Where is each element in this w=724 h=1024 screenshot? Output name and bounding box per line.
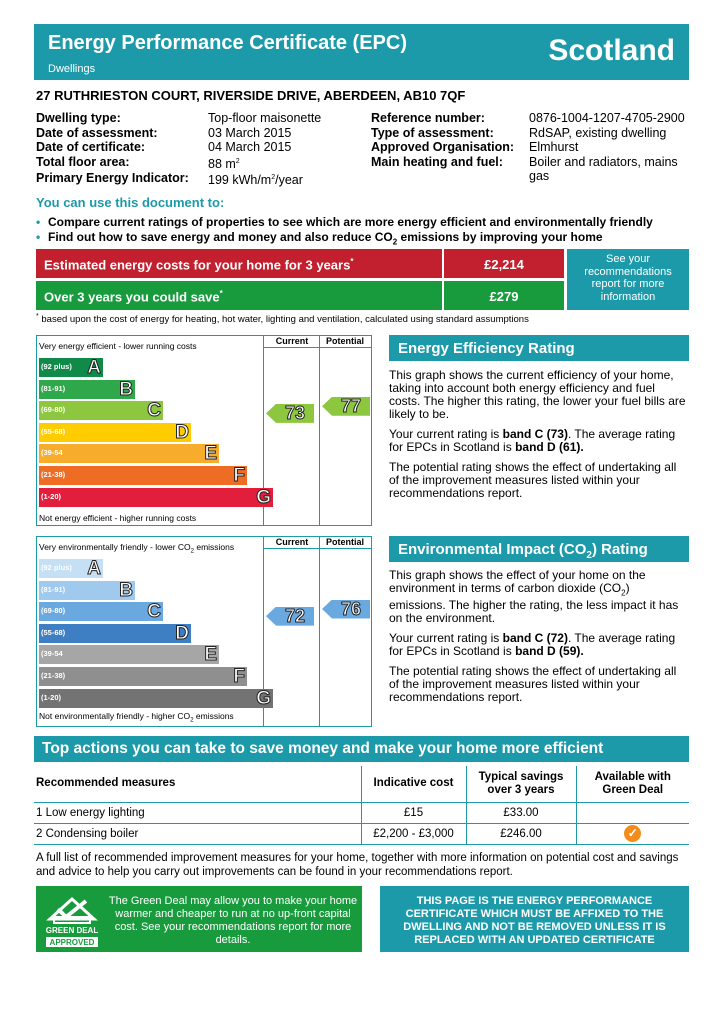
top-actions-heading: Top actions you can take to save money and make your home more efficient: [34, 736, 689, 762]
band-letter: B: [119, 579, 133, 601]
band-letter: G: [256, 687, 271, 709]
rating-band-c: [39, 602, 163, 621]
green-deal-approved-logo: [42, 891, 102, 949]
band-letter: F: [233, 465, 245, 486]
measure-cell: 2 Condensing boiler: [34, 823, 361, 844]
band-letter: B: [119, 378, 133, 400]
estimated-cost-label: [36, 249, 442, 278]
text-part: . The average rating for EPCs in Scotland is: [389, 631, 676, 659]
details-left: [36, 111, 321, 188]
logo-line-1: GREEN DEAL: [45, 926, 99, 935]
rating-band-g: [39, 689, 273, 708]
detail-label: Total floor area:: [36, 154, 130, 169]
detail-label: Approved Organisation:: [371, 140, 515, 154]
rating-band-a: [39, 358, 103, 377]
country-label: Scotland: [548, 34, 675, 67]
graph-divider: [319, 336, 320, 525]
band-range: (55-68): [41, 627, 66, 637]
potential-rating-value: 76: [340, 598, 362, 619]
text-part: Environmental Impact (CO: [398, 541, 587, 558]
rating-band-c: [39, 401, 163, 420]
property-address: 27 RUTHRIESTON COURT, RIVERSIDE DRIVE, ABERDEEN, AB10 7QF: [36, 88, 466, 103]
detail-label: Date of assessment:: [36, 125, 158, 140]
band-letter: E: [204, 644, 217, 666]
band-range: (21-38): [41, 470, 66, 479]
footnote-star: *: [36, 313, 39, 320]
rating-band-d: [39, 423, 191, 442]
detail-row: [371, 111, 694, 126]
graph-bottom-label: [39, 711, 234, 724]
info-paragraph: The potential rating shows the effect of undertaking all of the improvement measures listed within your recommendations report.: [389, 460, 677, 500]
column-header: Indicative cost: [361, 766, 466, 802]
rating-band-g: [39, 488, 273, 507]
current-band-text: band C (73): [502, 427, 568, 441]
band-letter: D: [175, 421, 189, 443]
savings-value: £279: [444, 281, 564, 310]
use-document-heading: You can use this document to:: [36, 195, 225, 210]
use-bullets: [36, 215, 653, 249]
detail-value: 0876-1004-1207-4705-2900: [529, 111, 685, 125]
band-letter: A: [87, 558, 101, 579]
environmental-impact-text: [389, 569, 689, 711]
average-band-text: band D (59).: [515, 644, 584, 659]
bullet-dot: •: [36, 230, 41, 244]
current-rating-value: 73: [284, 402, 306, 423]
bullet-item: [36, 230, 653, 249]
detail-row: [371, 126, 694, 141]
text-part: emissions: [193, 711, 234, 722]
current-rating-arrow: [266, 404, 314, 423]
green-deal-cell: [576, 802, 689, 823]
info-paragraph: [389, 632, 689, 658]
co2-subscript: 2: [586, 550, 592, 561]
detail-value: [208, 171, 303, 188]
detail-value: 03 March 2015: [208, 125, 292, 140]
current-band-text: band C (72): [502, 631, 568, 646]
band-range: (55-68): [41, 426, 66, 436]
rating-band-e: [39, 444, 219, 463]
potential-column-header: Potential: [325, 336, 364, 346]
band-range: (39-54: [41, 448, 63, 458]
cost-cell: £15: [361, 802, 466, 823]
affix-notice: THIS PAGE IS THE ENERGY PERFORMANCE CERTIFICATE WHICH MUST BE AFFIXED TO THE DWELLING AND NOT BE REMOVED UNLESS IT IS REPLACED WITH AN UPDATED CERTIFICATE: [380, 886, 689, 952]
current-column-header: Current: [275, 537, 309, 547]
average-band-text: band D (61).: [515, 440, 584, 454]
bullet-item: [36, 215, 653, 230]
bullet-dot: •: [36, 215, 41, 229]
band-letter: C: [147, 400, 161, 422]
asterisk: *: [219, 289, 223, 298]
current-column-header: Current: [275, 336, 309, 346]
detail-value: RdSAP, existing dwelling: [529, 125, 667, 140]
band-range: (69-80): [41, 606, 66, 616]
see-recommendations-box: See your recommendations report for more information: [567, 249, 689, 310]
band-range: (69-80): [41, 405, 66, 415]
epc-header: [34, 24, 689, 80]
detail-label: Main heating and fuel:: [371, 154, 503, 169]
band-letter: D: [175, 622, 189, 644]
band-range: (21-38): [41, 671, 66, 680]
band-letter: F: [233, 666, 245, 687]
graph-divider: [319, 537, 320, 726]
detail-row: [36, 171, 321, 188]
info-paragraph: [389, 569, 689, 625]
detail-value: Boiler and radiators, mains gas: [529, 154, 678, 183]
text-part: Your current rating is: [389, 427, 503, 441]
detail-value: 04 March 2015: [208, 140, 292, 154]
environmental-impact-heading: [389, 536, 689, 562]
green-deal-text: The Green Deal may allow you to make your home warmer and cheaper to run at no up-front capital cost. See your recommendations report for more details.: [108, 895, 358, 946]
cost-cell: £2,200 - £3,000: [361, 823, 466, 844]
measure-cell: 1 Low energy lighting: [34, 802, 361, 823]
info-paragraph: [389, 428, 689, 454]
green-deal-cell: [576, 823, 689, 844]
certificate-subtitle: Dwellings: [48, 63, 96, 75]
detail-value: Elmhurst: [529, 140, 579, 154]
potential-rating-value: 77: [340, 395, 362, 416]
band-range: (39-54: [41, 649, 63, 659]
current-rating-value: 72: [284, 605, 306, 626]
energy-efficiency-text: [389, 369, 689, 507]
column-header: Typical savings over 3 years: [466, 766, 576, 802]
pei-unit-sup: 2: [271, 174, 276, 182]
detail-label: Primary Energy Indicator:: [36, 171, 189, 186]
detail-row: [371, 155, 694, 184]
full-list-note: A full list of recommended improvement measures for your home, together with more information on potential cost and savings and advice to help you carry out improvements can be found in your recommendations report.: [36, 852, 679, 878]
rating-band-b: [39, 581, 135, 600]
bullet-text: [48, 230, 603, 249]
info-paragraph: This graph shows the current efficiency of your home, taking into account both energy efficiency and fuel costs. The higher this rating, the lower your fuel bills are likely to be.: [389, 368, 686, 421]
graph-header-line: [263, 347, 371, 348]
graph-top-label: [39, 542, 234, 555]
energy-efficiency-heading: Energy Efficiency Rating: [389, 335, 689, 361]
co2-subscript: 2: [392, 237, 398, 247]
band-range: (92 plus): [41, 563, 72, 572]
graph-bottom-label: Not energy efficient - higher running costs: [39, 513, 197, 523]
environmental-impact-graph: [36, 536, 372, 727]
detail-value: [208, 155, 240, 172]
certificate-title: Energy Performance Certificate (EPC): [48, 32, 408, 54]
co2-subscript: 2: [621, 588, 626, 598]
detail-label: Type of assessment:: [371, 125, 494, 140]
detail-row: [36, 140, 321, 155]
table-row: [34, 823, 689, 844]
rating-band-f: [39, 466, 247, 485]
band-range: (92 plus): [41, 362, 72, 371]
detail-row: [36, 126, 321, 141]
detail-value: Top-floor maisonette: [208, 111, 322, 125]
detail-row: [371, 140, 694, 155]
estimated-cost-value: £2,214: [444, 249, 564, 278]
text-part: This graph shows the effect of your home on the environment in terms of carbon dioxide (CO: [389, 568, 646, 595]
column-header: Recommended measures: [34, 766, 361, 802]
band-range: (1-20): [41, 692, 62, 702]
table-header-row: [34, 766, 689, 802]
pei-suffix: /year: [275, 173, 303, 188]
co2-subscript: 2: [190, 548, 194, 555]
cost-footnote: [36, 313, 529, 325]
table-row: [34, 802, 689, 823]
footnote-text: based upon the cost of energy for heating, hot water, lighting and ventilation, calculated using standard assumptions: [38, 314, 529, 326]
current-rating-arrow: [266, 607, 314, 626]
band-range: (81-91): [41, 383, 66, 393]
floor-area-unit-sup: 2: [235, 157, 240, 165]
check-circle-icon: ✓: [624, 825, 641, 842]
band-letter: C: [147, 601, 161, 623]
savings-cell: £33.00: [466, 802, 576, 823]
rating-band-e: [39, 645, 219, 664]
text-part: Very environmentally friendly - lower CO: [39, 542, 191, 552]
bullet-text-part: emissions by improving your home: [397, 230, 603, 244]
detail-label: Dwelling type:: [36, 111, 121, 125]
band-range: (81-91): [41, 584, 66, 594]
logo-line-2: APPROVED: [49, 938, 95, 947]
rating-band-a: [39, 559, 103, 578]
bullet-text-part: Find out how to save energy and money and also reduce CO: [48, 230, 393, 244]
savings-text: Over 3 years you could save: [44, 289, 220, 305]
green-deal-box: [36, 886, 362, 952]
co2-subscript: 2: [190, 718, 194, 724]
text-part: . The average rating for EPCs in Scotland is: [389, 427, 676, 454]
band-letter: E: [204, 443, 217, 465]
floor-area-value: 88 m: [208, 156, 236, 171]
detail-row: [36, 155, 321, 172]
band-letter: A: [87, 357, 101, 378]
band-letter: G: [256, 486, 271, 508]
detail-label: Reference number:: [371, 111, 485, 125]
graph-header-line: [263, 548, 371, 549]
potential-column-header: Potential: [325, 537, 364, 547]
energy-efficiency-graph: [36, 335, 372, 526]
savings-cell: £246.00: [466, 823, 576, 844]
rating-band-f: [39, 667, 247, 686]
text-part: emissions: [193, 542, 235, 552]
detail-label: Date of certificate:: [36, 140, 146, 154]
text-part: Not environmentally friendly - higher CO: [39, 711, 191, 722]
info-paragraph: The potential rating shows the effect of undertaking all of the improvement measures listed within your recommendations report.: [389, 664, 677, 705]
recommended-measures-table: [34, 766, 689, 845]
details-right: [371, 111, 694, 184]
rating-band-b: [39, 380, 135, 399]
savings-label: [36, 281, 442, 310]
detail-row: [36, 111, 321, 126]
text-part: ) emissions. The higher the rating, the less impact it has on the environment.: [389, 581, 679, 626]
column-header: Available with Green Deal: [576, 766, 689, 802]
band-range: (1-20): [41, 491, 62, 501]
estimated-cost-text: Estimated energy costs for your home for 3 years: [44, 257, 351, 273]
bullet-text: Compare current ratings of properties to see which are more energy efficient and environmentally friendly: [48, 215, 653, 229]
text-part: ) Rating: [591, 541, 648, 558]
graph-top-label: Very energy efficient - lower running costs: [39, 341, 197, 351]
pei-value: 199 kWh/m: [208, 173, 272, 188]
asterisk: *: [350, 257, 354, 266]
potential-rating-arrow: [322, 397, 370, 416]
text-part: Your current rating is: [389, 631, 503, 646]
rating-band-d: [39, 624, 191, 643]
potential-rating-arrow: [322, 600, 370, 619]
